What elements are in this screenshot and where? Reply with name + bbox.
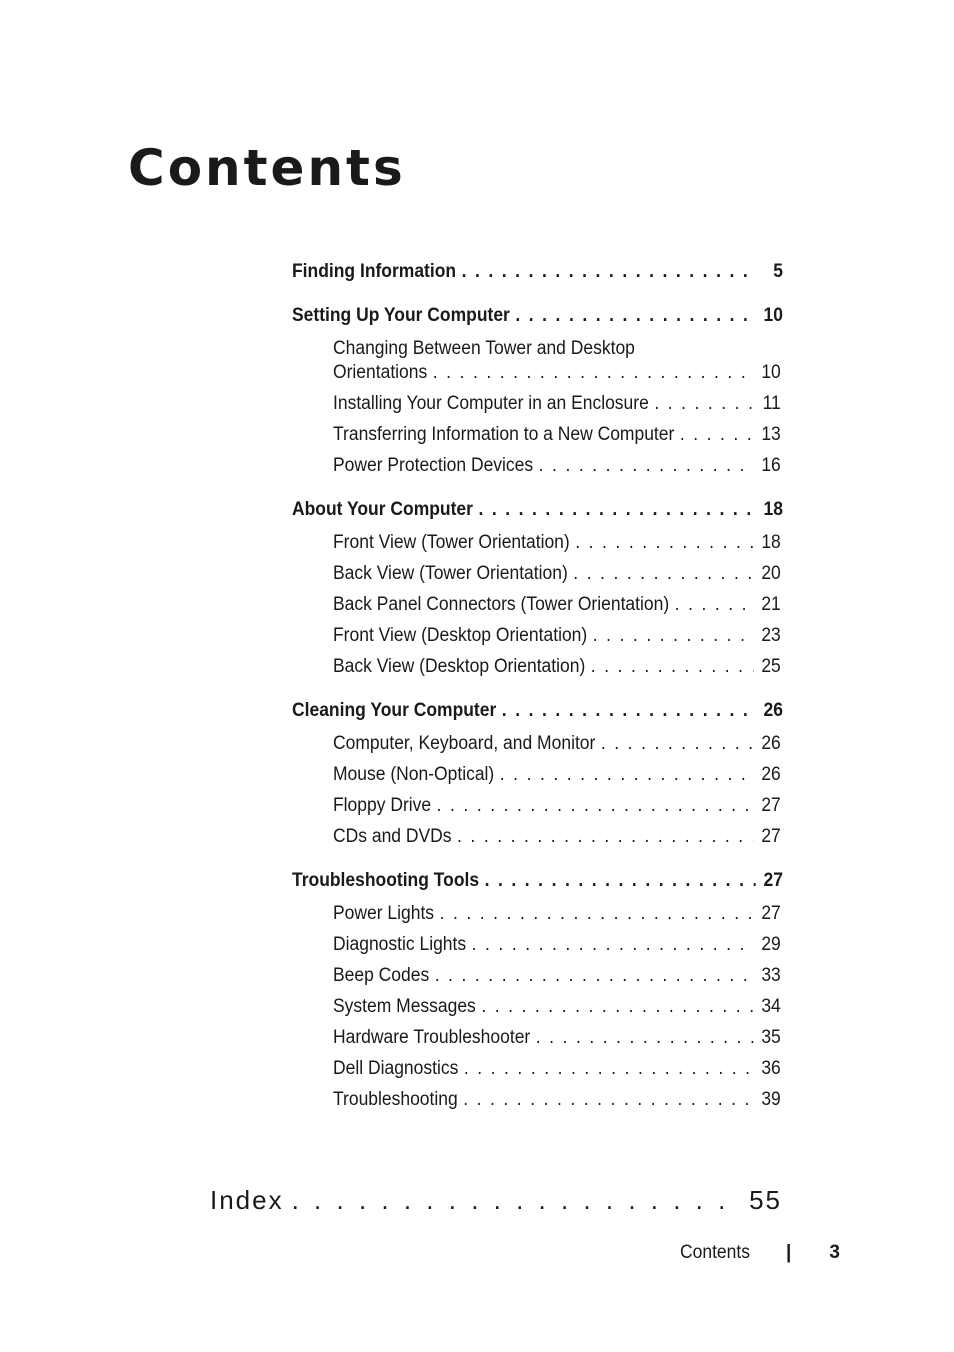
toc-subentry[interactable] (333, 825, 781, 849)
toc-entry-title: Troubleshooting Tools (292, 870, 480, 891)
toc-subentry-page: 27 (761, 903, 781, 924)
toc-entry[interactable] (292, 304, 783, 328)
toc-subentry[interactable] (333, 423, 781, 447)
dot-leader (601, 732, 753, 756)
toc-subentry[interactable] (333, 964, 781, 988)
toc-subentry-page: 29 (761, 934, 781, 955)
dot-leader (457, 825, 753, 849)
toc-subentry[interactable] (333, 1057, 781, 1081)
toc-subentry-title: Front View (Desktop Orientation) (333, 625, 588, 646)
page-title: Contents (128, 139, 406, 197)
toc-subentry-title: Back View (Tower Orientation) (333, 563, 568, 584)
dot-leader (464, 1057, 753, 1081)
toc-entry-page: 5 (773, 261, 784, 282)
toc-subentry-page: 25 (761, 656, 781, 677)
toc-entry-page: 10 (763, 305, 784, 326)
dot-leader (502, 699, 756, 723)
dot-leader (591, 655, 753, 679)
dot-leader (654, 392, 753, 416)
toc-subentry-title: Diagnostic Lights (333, 934, 467, 955)
dot-leader (292, 1185, 737, 1216)
toc-section-finding-information (292, 260, 783, 284)
toc-subentry-title: Back Panel Connectors (Tower Orientation) (333, 594, 670, 615)
dot-leader (675, 593, 753, 617)
toc-subentry-title: Front View (Tower Orientation) (333, 532, 570, 553)
footer-label: Contents (680, 1242, 750, 1263)
toc-subentry-page: 13 (761, 424, 781, 445)
toc-subentry[interactable] (333, 995, 781, 1019)
toc-subentry-page: 33 (761, 965, 781, 986)
dot-leader (515, 304, 755, 328)
toc-entry-page: 18 (763, 499, 784, 520)
dot-leader (462, 260, 756, 284)
toc-subentry[interactable] (333, 655, 781, 679)
toc-subentry-page: 39 (761, 1089, 781, 1110)
dot-leader (481, 995, 753, 1019)
toc-subentry-title: Computer, Keyboard, and Monitor (333, 733, 596, 754)
dot-leader (680, 423, 753, 447)
toc-subentry-page: 23 (761, 625, 781, 646)
toc-subentry-page: 26 (761, 733, 781, 754)
toc-subentry-title: CDs and DVDs (333, 826, 452, 847)
toc-subentry[interactable] (333, 763, 781, 787)
page-footer (680, 1242, 842, 1264)
toc-subentry-title: Transferring Information to a New Computer (333, 424, 675, 445)
toc-section-setting-up (292, 304, 783, 478)
toc-entry-page: 27 (763, 870, 784, 891)
toc-entry-title: About Your Computer (292, 499, 473, 520)
dot-leader (536, 1026, 753, 1050)
dot-leader (472, 933, 754, 957)
toc-subentry-title: Power Lights (333, 903, 435, 924)
toc-subentry-title: Power Protection Devices (333, 455, 534, 476)
toc-subentry-page: 36 (761, 1058, 781, 1079)
toc-subentry-page: 11 (762, 393, 781, 414)
index-page: 55 (749, 1185, 782, 1215)
toc-subentry[interactable] (333, 1088, 781, 1112)
toc-subentry[interactable] (333, 562, 781, 586)
dot-leader (437, 794, 754, 818)
index-title: Index (210, 1185, 284, 1215)
toc-subentry-title: Mouse (Non-Optical) (333, 764, 495, 785)
dot-leader (485, 869, 756, 893)
toc-subentry[interactable] (333, 454, 781, 478)
toc-section-cleaning (292, 699, 783, 849)
toc-subentry[interactable] (333, 732, 781, 756)
toc-subentry-page: 16 (761, 455, 781, 476)
toc-subentry-page: 27 (761, 795, 781, 816)
toc-subentry-title: System Messages (333, 996, 476, 1017)
toc-subentry-page: 21 (761, 594, 781, 615)
toc-entry[interactable] (292, 869, 783, 893)
dot-leader (433, 361, 753, 385)
toc-section-troubleshooting-tools (292, 869, 783, 1112)
toc-subentry-title: Troubleshooting (333, 1089, 458, 1110)
toc-subentry[interactable] (333, 392, 781, 416)
dot-leader (435, 964, 753, 988)
toc-subentry-title: Installing Your Computer in an Enclosure (333, 393, 649, 414)
toc-subentry-title: Orientations (333, 362, 428, 383)
toc-entry-page: 26 (763, 700, 784, 721)
toc-subentry-title: Hardware Troubleshooter (333, 1027, 531, 1048)
toc-entry-title: Finding Information (292, 261, 457, 282)
toc-section-about (292, 498, 783, 679)
toc-entry-title: Cleaning Your Computer (292, 700, 497, 721)
dot-leader (478, 498, 755, 522)
toc-entry-title: Setting Up Your Computer (292, 305, 510, 326)
toc-subentry-page: 10 (761, 362, 781, 383)
dot-leader (593, 624, 753, 648)
toc-index-entry[interactable] (210, 1185, 782, 1216)
toc-entry[interactable] (292, 498, 783, 522)
dot-leader (539, 454, 754, 478)
table-of-contents (292, 260, 783, 1132)
toc-subentry[interactable] (333, 902, 781, 926)
toc-subentry-page: 34 (761, 996, 781, 1017)
toc-subentry-title: Dell Diagnostics (333, 1058, 459, 1079)
dot-leader (500, 763, 753, 787)
toc-subentry-title: Back View (Desktop Orientation) (333, 656, 586, 677)
dot-leader (573, 562, 753, 586)
toc-subentry-page: 18 (761, 532, 781, 553)
footer-page-number: 3 (829, 1242, 840, 1263)
toc-subentry[interactable] (333, 531, 781, 555)
dot-leader (463, 1088, 753, 1112)
toc-subentry[interactable] (333, 624, 781, 648)
toc-subentry[interactable] (333, 794, 781, 818)
toc-entry[interactable] (292, 260, 783, 284)
toc-subentry-title: Beep Codes (333, 965, 430, 986)
dot-leader (440, 902, 754, 926)
dot-leader (575, 531, 753, 555)
toc-subentry[interactable] (333, 1026, 781, 1050)
toc-subentry-title: Floppy Drive (333, 795, 432, 816)
toc-subentry[interactable] (333, 361, 781, 385)
toc-subentry-page: 20 (761, 563, 781, 584)
toc-subentry[interactable] (333, 933, 781, 957)
toc-subentry[interactable] (333, 593, 781, 617)
toc-subentry-page: 35 (761, 1027, 781, 1048)
footer-separator: | (786, 1242, 792, 1263)
toc-subentry-page: 26 (761, 764, 781, 785)
toc-entry-line1[interactable]: Changing Between Tower and Desktop (333, 338, 635, 359)
toc-entry[interactable] (292, 699, 783, 723)
toc-subentry-page: 27 (761, 826, 781, 847)
